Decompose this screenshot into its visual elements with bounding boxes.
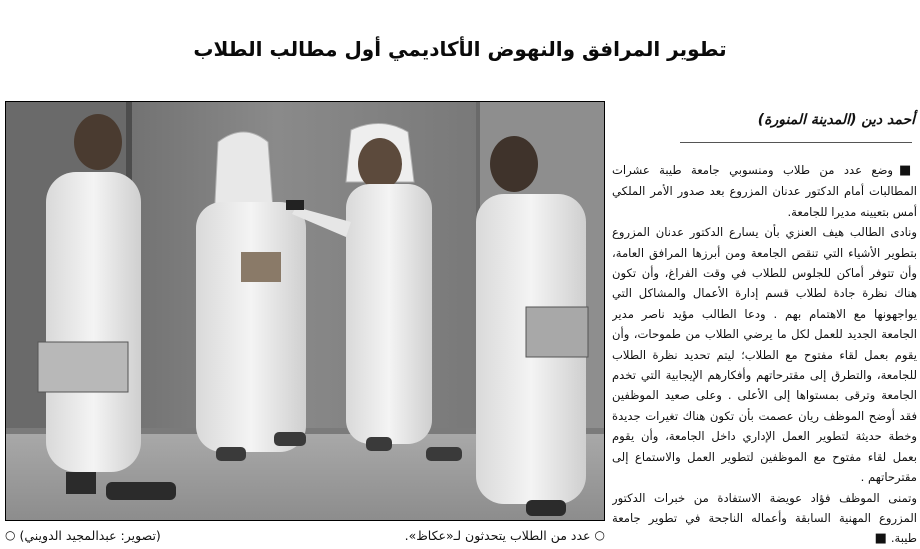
square-bullet-icon: ■ <box>899 163 917 178</box>
article-body <box>612 160 917 548</box>
headline: تطوير المرافق والنهوض الأكاديمي أول مطالب الطلاب <box>193 37 727 61</box>
photo-caption <box>405 528 605 543</box>
article-paragraph <box>612 488 917 549</box>
news-photo <box>5 101 605 521</box>
article-paragraph-text: ونادى الطالب هيف العنزي بأن يسارع الدكتور عدنان المزروع بتطوير الأشياء التي تنقص الجامعة ومن أبرزها المرافق العامة، وأن تتوفر أماكن للجلوس للطلاب في وقت الفراغ، وأن تكون هناك نظرة جادة لطلاب قسم إدارة الأعمال والمشاكل التي يواجهونها مع الاهتمام بهم . ودعا الطالب مؤيد ناصر مدير الجامعة الجديد للعمل لكل ما يرضي الطلاب من طموحات، وأن يقوم بعمل لقاء مفتوح مع الطلاب؛ ليتم تحديد نظرة الطلاب للجامعة، والتطرق إلى مقترحاتهم وأفكارهم الإيجابية التي تخدم الجامعة وترقى بمستواها إلى الأعلى . وعلى صعيد الموظفين فقد أوضح الموظف ريان عصمت بأن تكون هناك تغيرات جديدة وخطة حديثة لتطوير العمل الإداري داخل الجامعة، وأن يقوم بعمل لقاء مفتوح مع الموظفين لتطوير العمل والاستماع إلى مقترحاتهم . <box>612 225 917 485</box>
photo-credit <box>5 528 161 543</box>
photo-caption-row <box>5 524 605 546</box>
article-paragraph-text: وتمنى الموظف فؤاد عويضة الاستفادة من خبرات الدكتور المزروع المهنية السابقة وأعماله الناجحة في تطوير جامعة طيبة. <box>612 490 917 546</box>
article-paragraph <box>612 222 917 487</box>
article-paragraph <box>612 160 917 222</box>
circle-icon: ○ <box>594 528 605 542</box>
byline: أحمد دين (المدينة المنورة) <box>757 112 915 128</box>
byline-divider <box>680 142 912 143</box>
photo-caption-text: عدد من الطلاب يتحدثون لـ«عكاظ». <box>404 527 591 543</box>
square-bullet-icon: ■ <box>874 531 887 547</box>
photo-credit-text: (تصوير: عبدالمجيد الدويني) <box>19 527 161 543</box>
students-photo-illustration <box>6 102 605 521</box>
article-paragraph-text: وضع عدد من طلاب ومنسوبي جامعة طيبة عشرات المطالبات أمام الدكتور عدنان المزروع بعد صدور الأمر الملكي أمس بتعيينه مديرا للجامعة. <box>612 163 917 219</box>
circle-icon: ○ <box>5 528 16 542</box>
